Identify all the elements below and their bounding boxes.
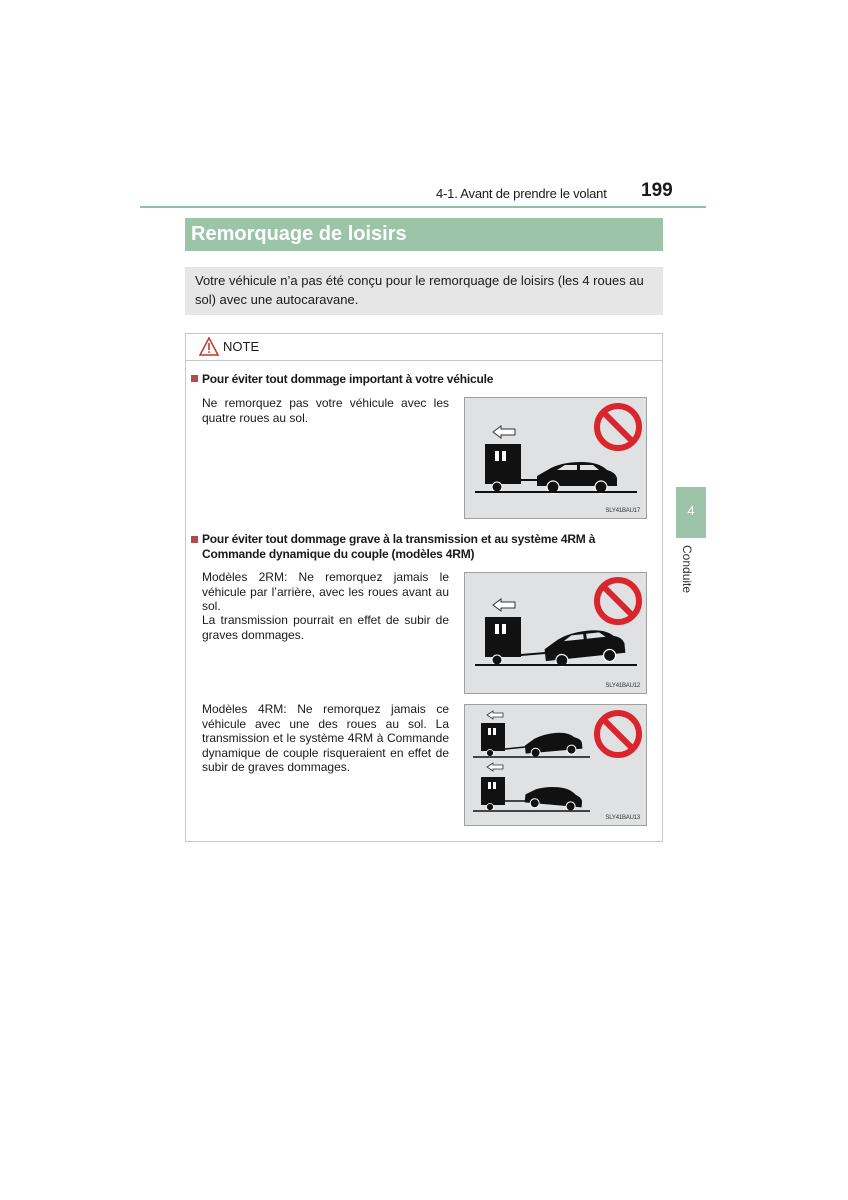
section-title: 4-1. Avant de prendre le volant (436, 186, 607, 201)
paragraph: Modèles 4RM: Ne remorquez jamais ce véhicule avec une des roues au sol. La transmission et le système 4RM à Commande dynamique de couple risqueraient en effet de subir de graves dommages. (202, 702, 449, 774)
figure-flat-tow (464, 397, 647, 519)
figure-code: SLY41BAU12 (605, 683, 640, 689)
intro-box (185, 267, 663, 315)
figure-partial-tow (464, 704, 647, 826)
chapter-label: Conduite (680, 545, 694, 594)
intro-text: Votre véhicule n’a pas été conçu pour le remorquage de loisirs (les 4 roues au sol) avec une autocaravane. (195, 273, 644, 307)
page-title: Remorquage de loisirs (185, 218, 663, 251)
figure-code: SLY41BAU13 (605, 815, 640, 821)
header-divider (140, 206, 706, 208)
section-heading: Pour éviter tout dommage important à votre véhicule (202, 372, 494, 386)
note-label: NOTE (223, 339, 260, 354)
section-heading: Pour éviter tout dommage grave à la transmission et au système 4RM à Commande dynamique du couple (modèles 4RM) (202, 532, 596, 561)
paragraph: Modèles 2RM: Ne remorquez jamais le véhicule par l’arrière, avec les roues avant au sol. (202, 570, 449, 613)
paragraph: La transmission pourrait en effet de subir de graves dommages. (202, 613, 449, 642)
page-number: 199 (641, 180, 673, 201)
figure-rear-tow (464, 572, 647, 694)
bullet-square (191, 375, 198, 382)
paragraph: Ne remorquez pas votre véhicule avec les quatre roues au sol. (202, 396, 449, 425)
chapter-tab: 4 (676, 487, 706, 538)
figure-code: SLY41BAU17 (605, 508, 640, 514)
warning-triangle-icon (199, 337, 219, 356)
bullet-square (191, 536, 198, 543)
